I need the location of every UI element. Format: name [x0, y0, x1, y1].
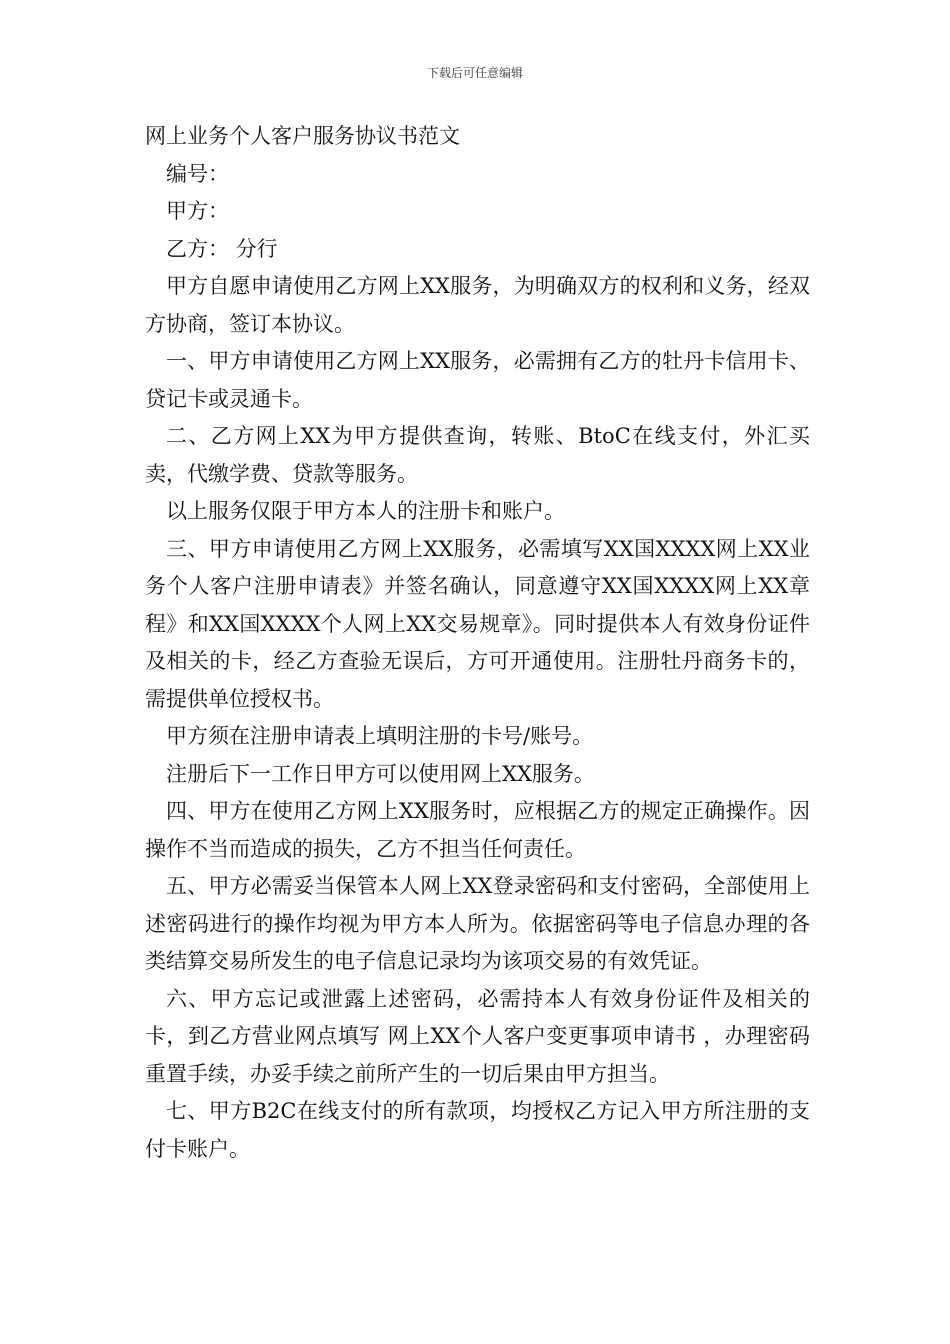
clause-1: 一、甲方申请使用乙方网上XX服务，必需拥有乙方的牡丹卡信用卡、贷记卡或灵通卡。 — [145, 349, 810, 411]
clause-3-note-activation: 注册后下一工作日甲方可以使用网上XX服务。 — [166, 761, 595, 786]
paragraph-intro: 甲方自愿申请使用乙方网上XX服务，为明确双方的权利和义务，经双方协商，签订本协议。 — [145, 274, 810, 336]
clause-2: 二、乙方网上XX为甲方提供查询，转账、BtoC在线支付，外汇买卖，代缴学费、贷款等服务。 — [145, 424, 810, 486]
clause-3-note-card: 甲方须在注册申请表上填明注册的卡号/账号。 — [166, 724, 594, 748]
clause-3: 三、甲方申请使用乙方网上XX服务，必需填写XX国XXXX网上XX业务个人客户注册申请表》并签名确认，同意遵守XX国XXXX网上XX章程》和XX国XXXX个人网上XX交易规章》。同时提供本人有效身份证件及相关的卡，经乙方查验无误后，方可开通使用。注册牡丹商务卡的，需提供单位授权书。 — [145, 536, 810, 711]
field-number: 编号： — [166, 161, 229, 186]
clause-7: 七、甲方B2C在线支付的所有款项，均授权乙方记入甲方所注册的支付卡账户。 — [145, 1099, 810, 1161]
header-note: 下载后可任意编辑 — [426, 66, 523, 80]
clause-2-note: 以上服务仅限于甲方本人的注册卡和账户。 — [166, 499, 565, 523]
clause-4: 四、甲方在使用乙方网上XX服务时，应根据乙方的规定正确操作。因操作不当而造成的损失，乙方不担当任何责任。 — [145, 799, 810, 861]
field-party-b: 乙方： 分行 — [166, 236, 278, 261]
document-body — [145, 118, 810, 1168]
document-title: 网上业务个人客户服务协议书范文 — [145, 124, 460, 148]
clause-5: 五、甲方必需妥当保管本人网上XX登录密码和支付密码，全部使用上述密码进行的操作均视为甲方本人所为。依据密码等电子信息办理的各类结算交易所发生的电子信息记录均为该项交易的有效凭证。 — [145, 874, 810, 973]
field-party-a: 甲方： — [166, 199, 229, 223]
clause-6: 六、甲方忘记或泄露上述密码，必需持本人有效身份证件及相关的卡，到乙方营业网点填写 网上XX个人客户变更事项申请书 ，办理密码重置手续，办妥手续之前所产生的一切后果由甲方担当。 — [145, 986, 810, 1086]
